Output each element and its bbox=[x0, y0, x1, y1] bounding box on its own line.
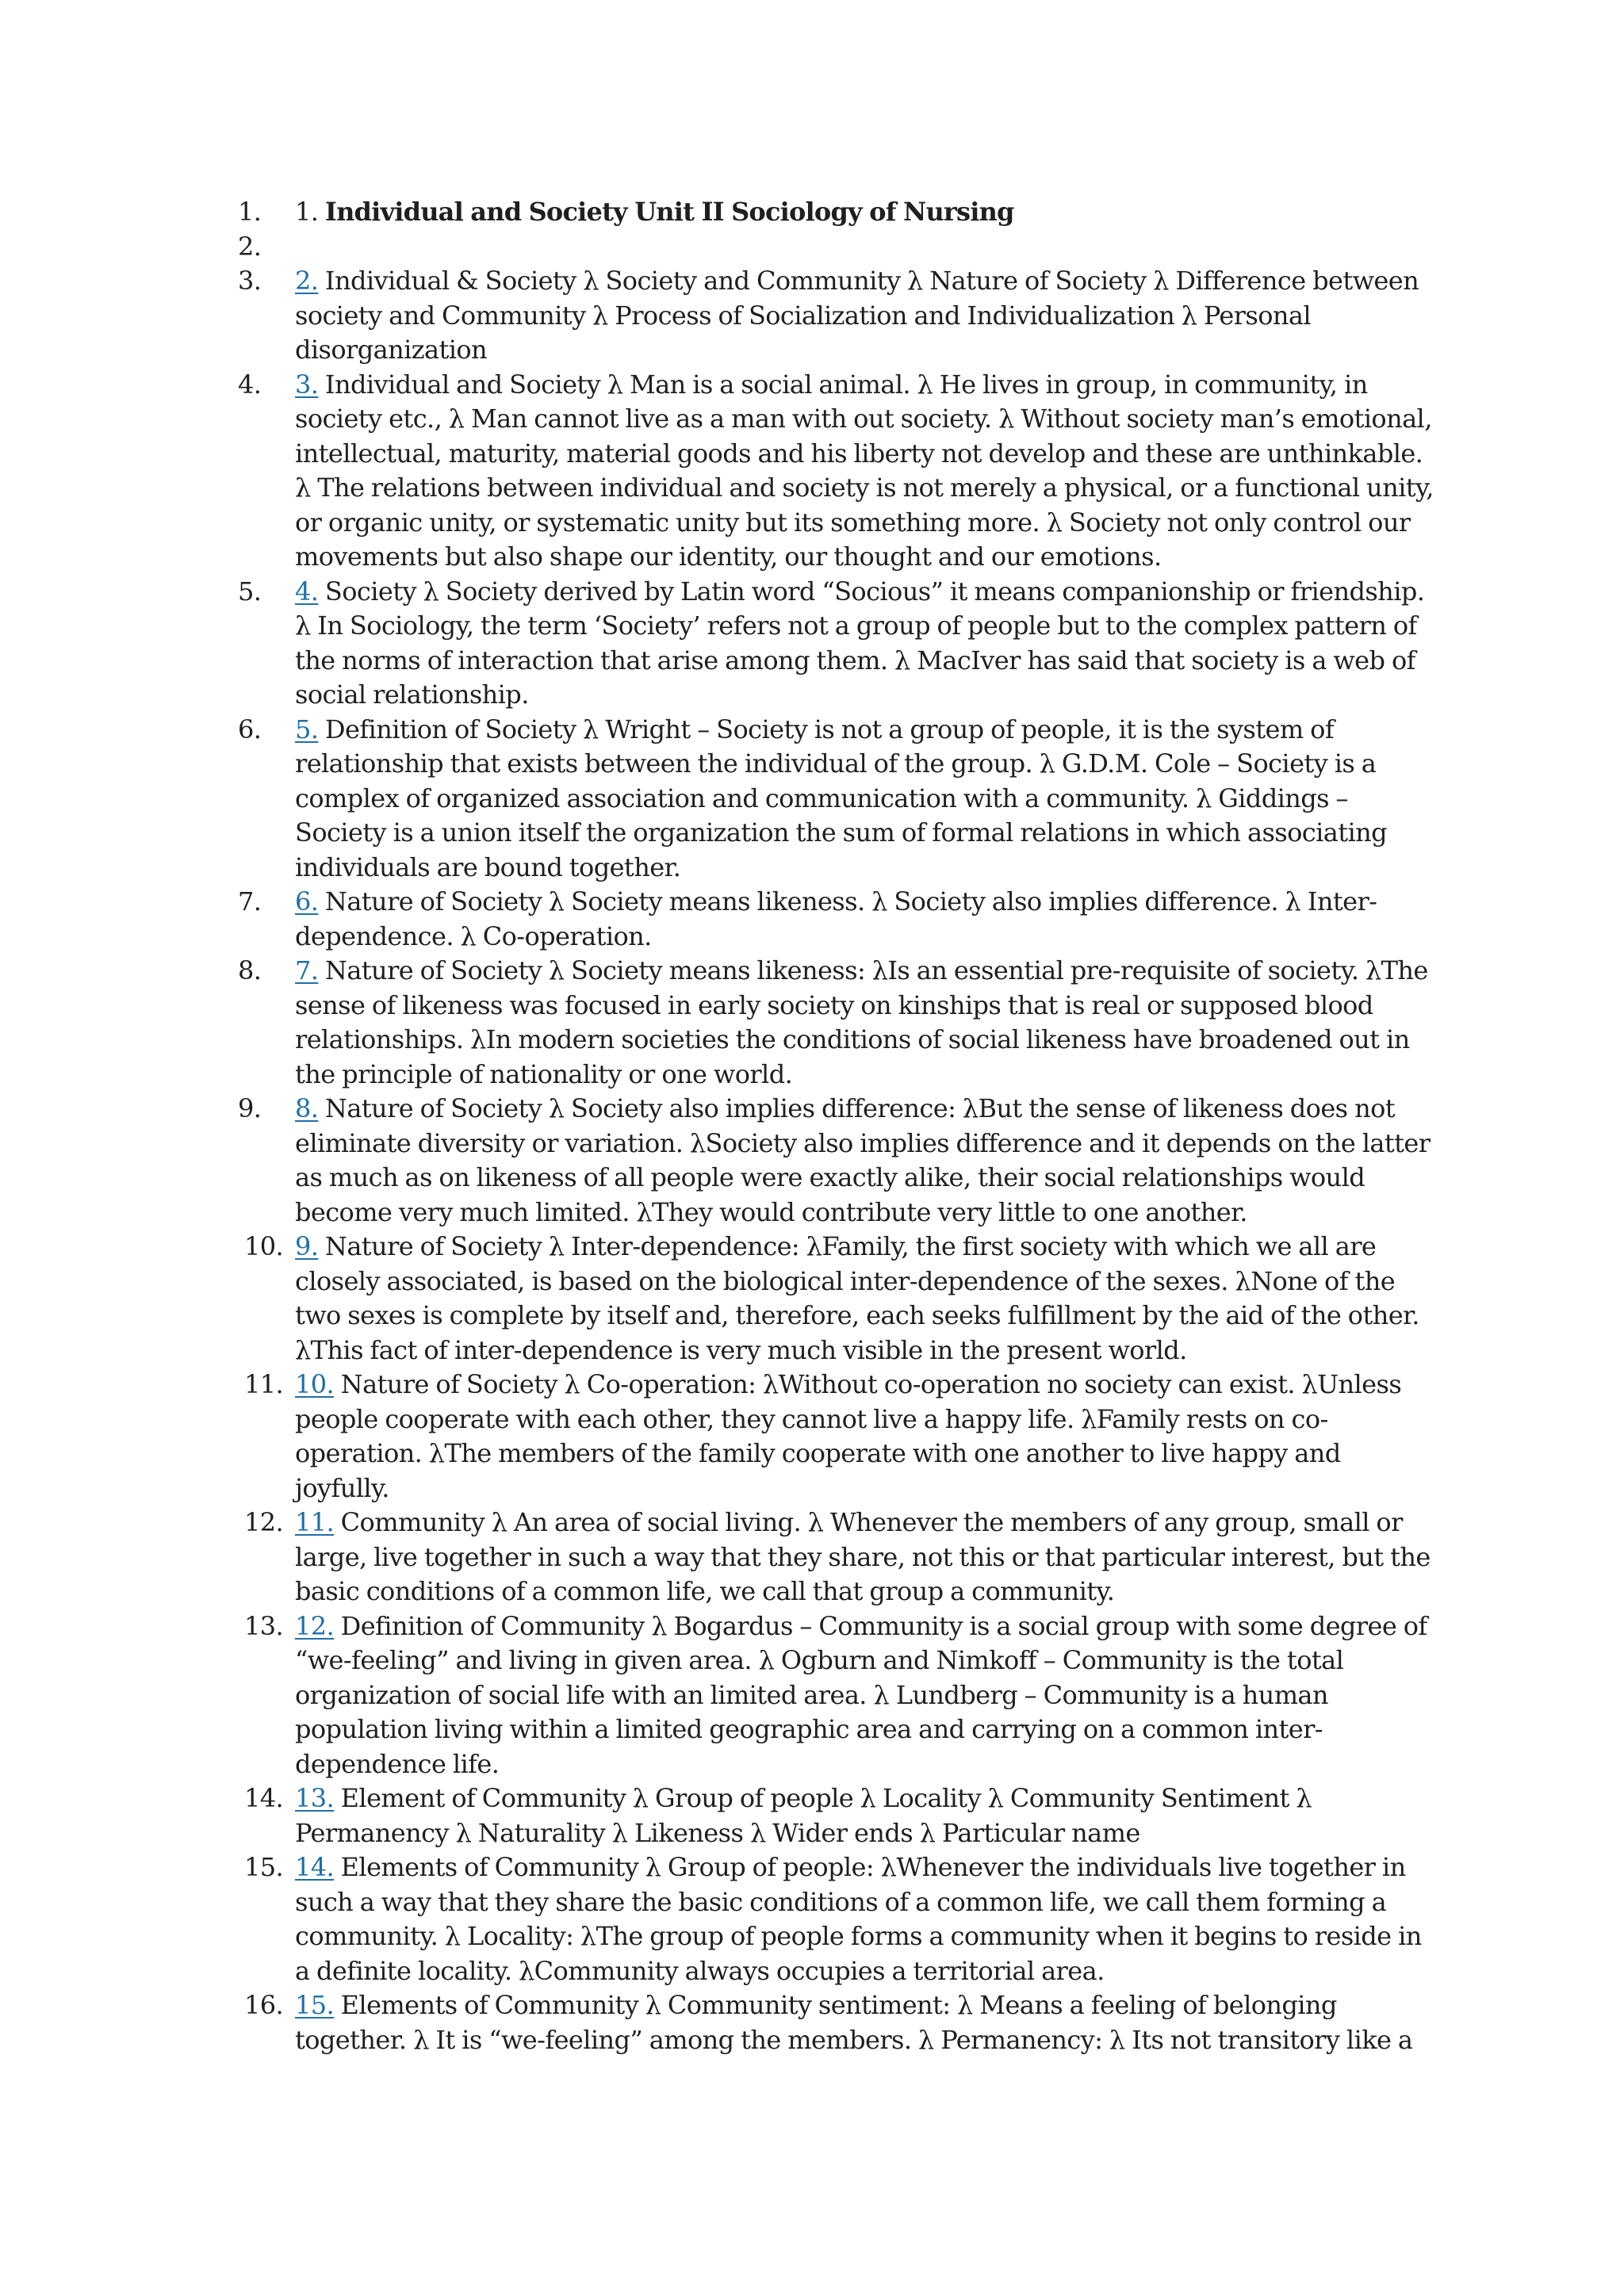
item-text: Definition of Society λ Wright – Society is not a group of people, it is the system of relationship that exists between the individual of the group. λ G.D.M. Cole – Society is a complex of organized association and communication with a community. λ Giddings – Society is a union itself the organization the sum of formal relations in which associating individuals are bound together. bbox=[295, 714, 1388, 882]
slide-link-10[interactable]: 10. bbox=[295, 1369, 335, 1399]
list-item-9 bbox=[0, 1092, 1437, 1230]
list-number: 14. bbox=[244, 1783, 284, 1813]
item-text: Individual and Society λ Man is a social animal. λ He lives in group, in community, in society etc., λ Man cannot live as a man with out society. λ Without society man’s emotional, intellectual, maturity, material goods and his liberty not develop and these are unthinkable. λ The relations between individual and society is not merely a physical, or a functional unity, or organic unity, or systematic unity but its something more. λ Society not only control our movements but also shape our identity, our thought and our emotions. bbox=[295, 369, 1434, 572]
list-item-2 bbox=[0, 230, 1437, 265]
slide-link-15[interactable]: 15. bbox=[295, 1990, 335, 2020]
list-item-7 bbox=[0, 885, 1437, 954]
list-item-4 bbox=[0, 368, 1437, 575]
slide-link-7[interactable]: 7. bbox=[295, 955, 319, 985]
list-item-5 bbox=[0, 575, 1437, 713]
item-text: Elements of Community λ Community sentiment: λ Means a feeling of belonging together. λ It is “we-feeling” among the members. λ Permanency: λ Its not transitory like a bbox=[295, 1990, 1413, 2055]
item-text: Nature of Society λ Society also implies difference: λBut the sense of likeness does not eliminate diversity or variation. λSociety also implies difference and it depends on the latter as much as on likeness of all people were exactly alike, their social relationships would become very much limited. λThey would contribute very little to one another. bbox=[295, 1093, 1431, 1227]
list-item-10 bbox=[0, 1230, 1437, 1368]
item-text: Community λ An area of social living. λ Whenever the members of any group, small or large, live together in such a way that they share, not this or that particular interest, but the basic conditions of a common life, we call that group a community. bbox=[295, 1507, 1431, 1606]
slide-link-4[interactable]: 4. bbox=[295, 576, 319, 607]
list-item-8 bbox=[0, 954, 1437, 1092]
list-number: 5. bbox=[238, 576, 262, 607]
item-text: Nature of Society λ Society means likeness. λ Society also implies difference. λ Inter-dependence. λ Co-operation. bbox=[295, 886, 1377, 951]
item-text: Nature of Society λ Inter-dependence: λFamily, the first society with which we all are closely associated, is based on the biological inter-dependence of the sexes. λNone of the two sexes is complete by itself and, therefore, each seeks fulfillment by the aid of the other. λThis fact of inter-dependence is very much visible in the present world. bbox=[295, 1231, 1419, 1365]
list-number: 12. bbox=[244, 1507, 284, 1537]
list-number: 7. bbox=[238, 886, 262, 916]
slide-link-9[interactable]: 9. bbox=[295, 1231, 319, 1261]
list-number: 11. bbox=[244, 1369, 284, 1399]
list-item-13 bbox=[0, 1609, 1437, 1782]
document-title: Individual and Society Unit II Sociology of Nursing bbox=[324, 197, 1014, 227]
list-number: 9. bbox=[238, 1093, 262, 1123]
list-item-14 bbox=[0, 1781, 1437, 1850]
numbered-list bbox=[0, 195, 1624, 2057]
slide-link-2[interactable]: 2. bbox=[295, 266, 319, 296]
slide-link-13[interactable]: 13. bbox=[295, 1783, 335, 1813]
slide-link-6[interactable]: 6. bbox=[295, 886, 319, 916]
item-text: Nature of Society λ Co-operation: λWithout co-operation no society can exist. λUnless people cooperate with each other, they cannot live a happy life. λFamily rests on co-operation. λThe members of the family cooperate with one another to live happy and joyfully. bbox=[295, 1369, 1402, 1503]
item-text: Element of Community λ Group of people λ Locality λ Community Sentiment λ Permanency λ Naturality λ Likeness λ Wider ends λ Particular name bbox=[295, 1783, 1312, 1848]
slide-link-8[interactable]: 8. bbox=[295, 1093, 319, 1123]
title-prefix: 1. bbox=[295, 197, 319, 227]
item-text: Individual & Society λ Society and Community λ Nature of Society λ Difference between society and Community λ Process of Socialization and Individualization λ Personal disorganization bbox=[295, 266, 1419, 365]
slide-link-11[interactable]: 11. bbox=[295, 1507, 335, 1537]
item-text: Nature of Society λ Society means likeness: λIs an essential pre-requisite of society. λThe sense of likeness was focused in early society on kinships that is real or supposed blood relationships. λIn modern societies the conditions of social likeness have broadened out in the principle of nationality or one world. bbox=[295, 955, 1428, 1089]
list-number: 16. bbox=[244, 1990, 284, 2020]
list-number: 6. bbox=[238, 714, 262, 744]
list-number: 3. bbox=[238, 266, 262, 296]
slide-link-3[interactable]: 3. bbox=[295, 369, 319, 400]
list-item-6 bbox=[0, 713, 1437, 886]
slide-link-14[interactable]: 14. bbox=[295, 1852, 335, 1882]
list-number: 1. bbox=[238, 197, 262, 227]
empty-line bbox=[295, 230, 1437, 265]
list-item-12 bbox=[0, 1506, 1437, 1609]
item-text: Definition of Community λ Bogardus – Community is a social group with some degree of “we-feeling” and living in given area. λ Ogburn and Nimkoff – Community is the total organization of social life with an limited area. λ Lundberg – Community is a human population living within a limited geographic area and carrying on a common inter-dependence life. bbox=[295, 1610, 1427, 1779]
item-text: Society λ Society derived by Latin word “Socious” it means companionship or friendship. λ In Sociology, the term ‘Society’ refers not a group of people but to the complex pattern of the norms of interaction that arise among them. λ MacIver has said that society is a web of social relationship. bbox=[295, 576, 1425, 710]
list-item-1 bbox=[0, 195, 1437, 230]
list-number: 8. bbox=[238, 955, 262, 985]
list-item-3 bbox=[0, 264, 1437, 368]
list-item-16 bbox=[0, 1988, 1437, 2057]
list-number: 4. bbox=[238, 369, 262, 400]
list-item-15 bbox=[0, 1850, 1437, 1988]
item-text: Elements of Community λ Group of people: λWhenever the individuals live together in such a way that they share the basic conditions of a common life, we call them forming a community. λ Locality: λThe group of people forms a community when it begins to reside in a definite locality. λCommunity always occupies a territorial area. bbox=[295, 1852, 1422, 1986]
slide-link-5[interactable]: 5. bbox=[295, 714, 319, 744]
list-number: 15. bbox=[244, 1852, 284, 1882]
list-number: 2. bbox=[238, 231, 262, 262]
list-item-11 bbox=[0, 1368, 1437, 1506]
list-number: 10. bbox=[244, 1231, 284, 1261]
slide-link-12[interactable]: 12. bbox=[295, 1610, 335, 1641]
list-number: 13. bbox=[244, 1610, 284, 1641]
